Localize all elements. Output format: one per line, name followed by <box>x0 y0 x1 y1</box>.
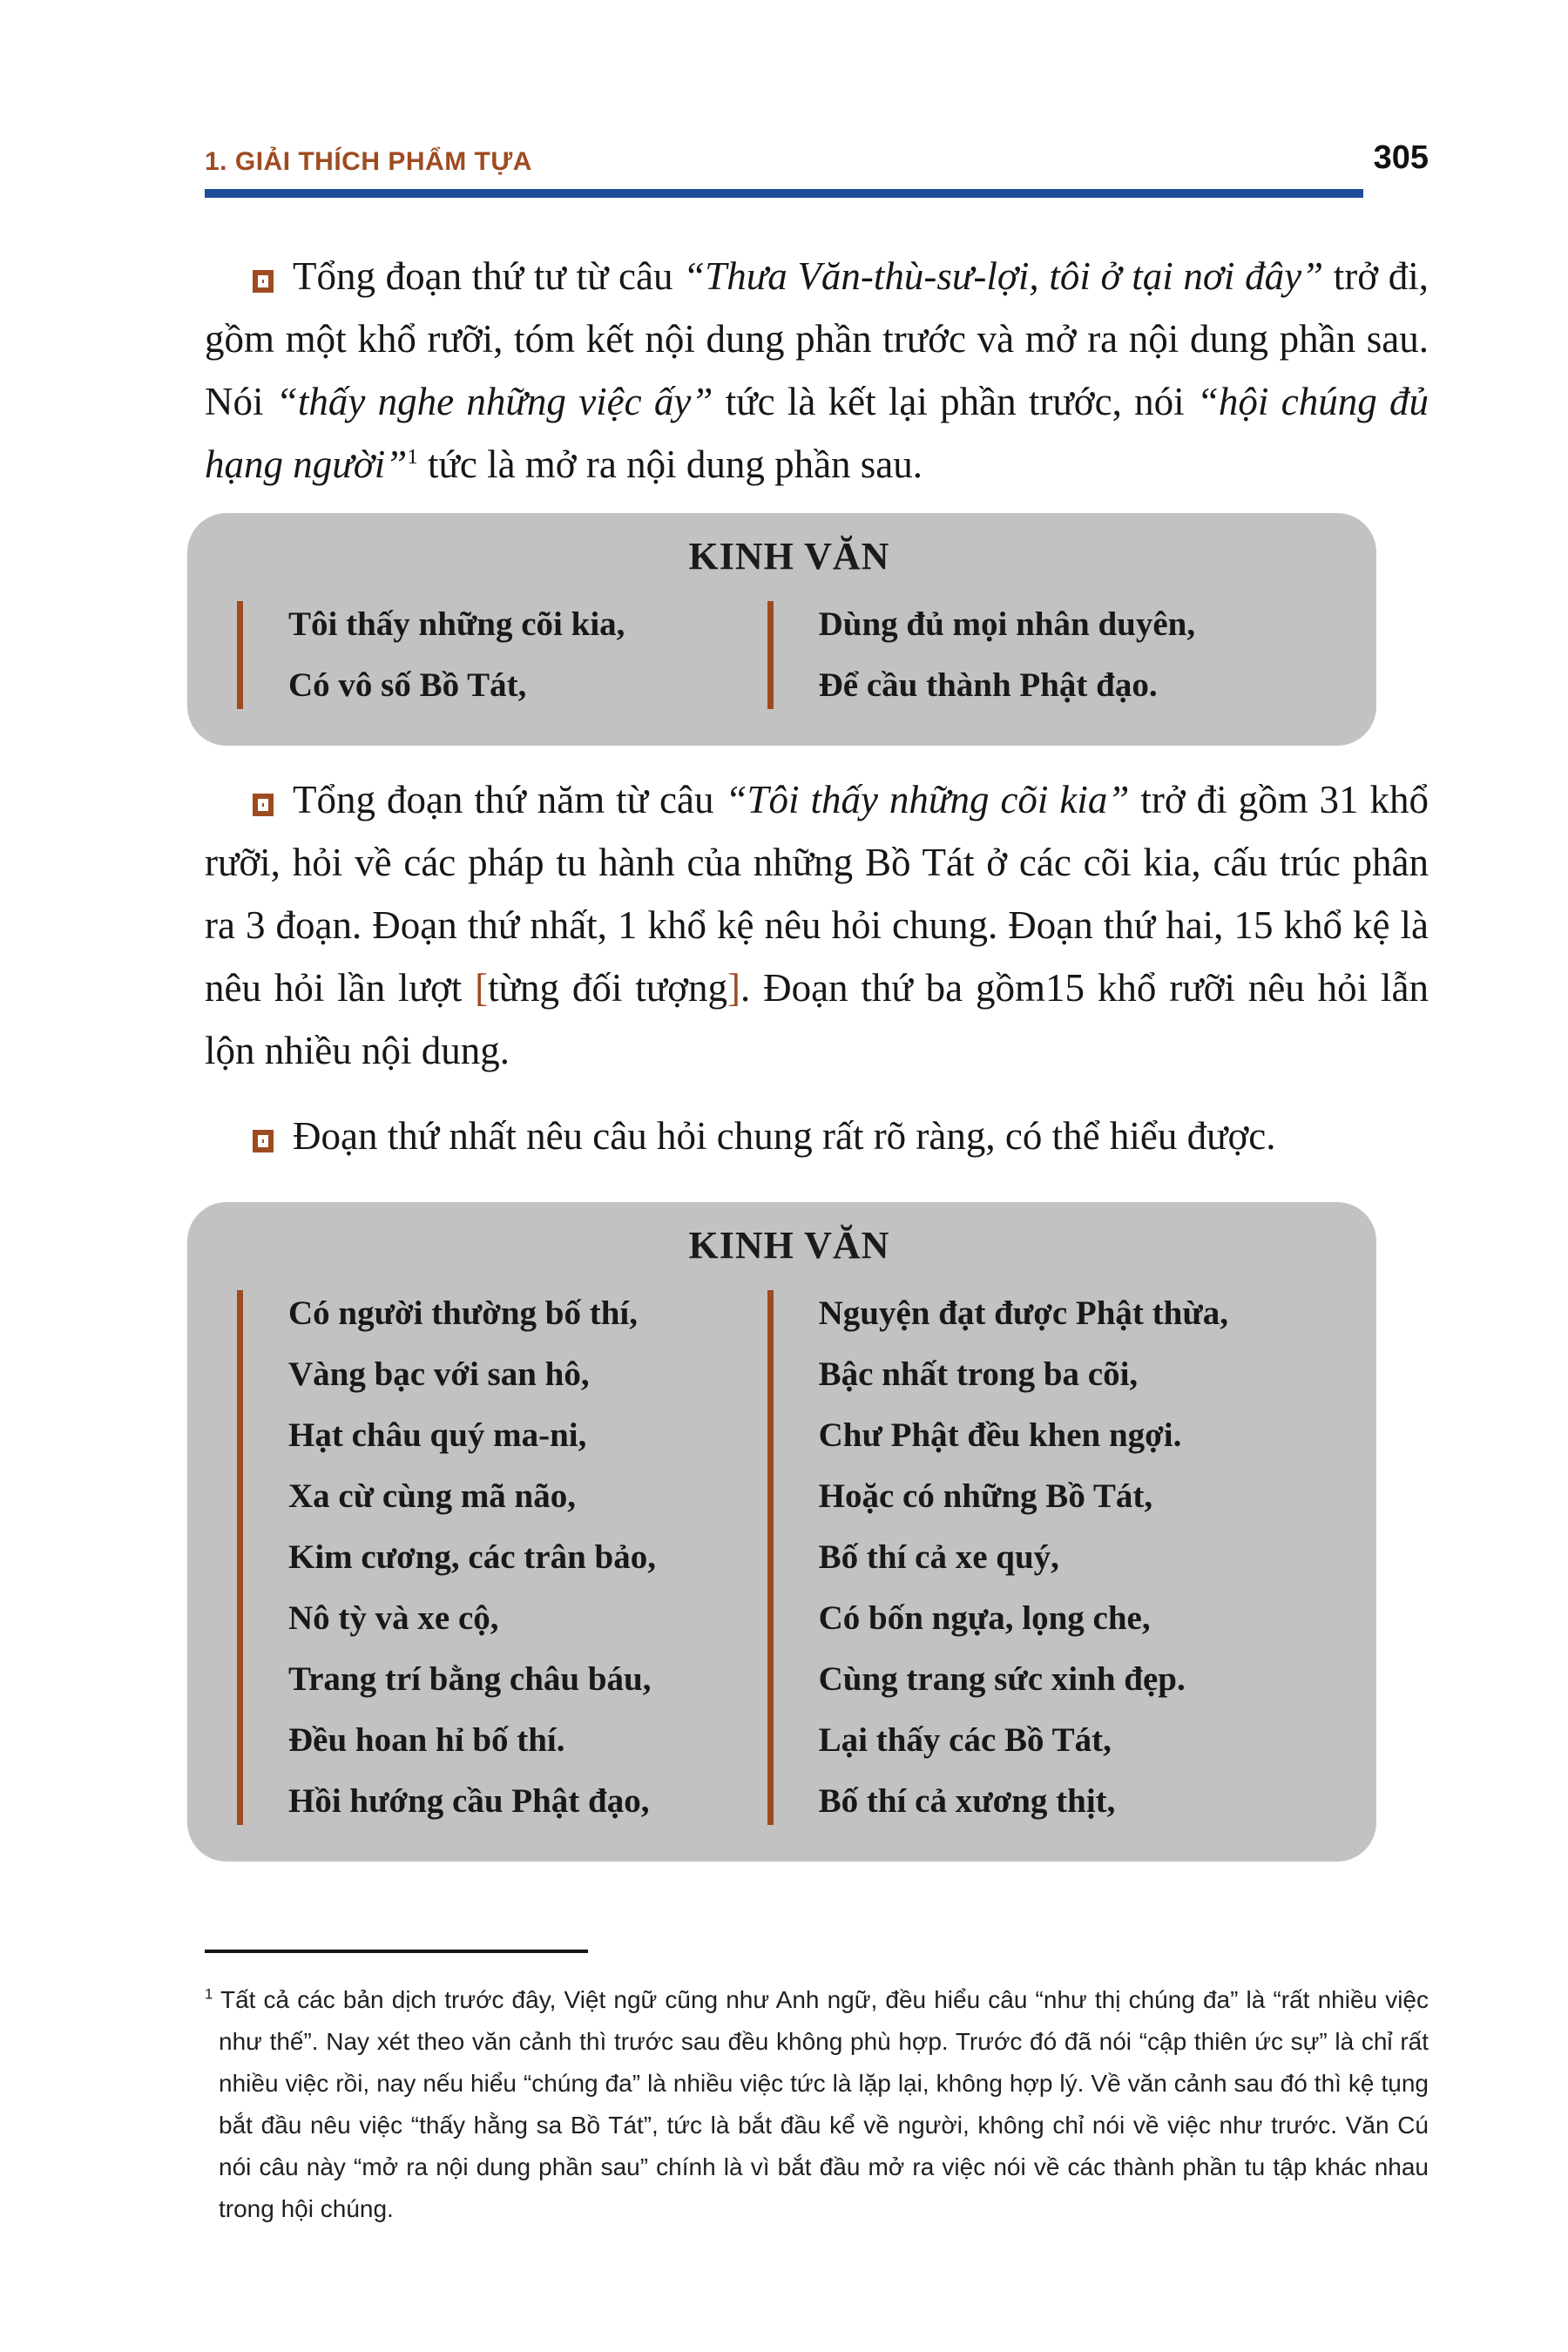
verse-line: Vàng bạc với san hô, <box>288 1355 590 1393</box>
text-run: Đoạn thứ nhất nêu câu hỏi chung rất rõ ràng, có thể hiểu được. <box>293 1114 1276 1158</box>
paragraph-text <box>205 254 1429 486</box>
text-run: Tổng đoạn thứ tư từ câu <box>293 254 684 298</box>
verse-row <box>237 1283 1342 1832</box>
verse-lines-right <box>819 594 1195 716</box>
footnote-text <box>205 1979 1429 2230</box>
verse-column-right <box>767 594 1342 716</box>
verse-column-left <box>237 1283 767 1832</box>
text-run: 1 <box>407 445 418 469</box>
verse-line: Bố thí cả xe quý, <box>818 1538 1059 1576</box>
verse-line: Kim cương, các trân bảo, <box>288 1538 656 1576</box>
verse-line: Bố thí cả xương thịt, <box>818 1782 1116 1820</box>
verse-bar-icon <box>237 601 243 709</box>
verse-line: Xa cừ cùng mã não, <box>288 1477 576 1515</box>
verse-column-left <box>237 594 767 716</box>
running-head-row <box>205 139 1429 177</box>
verse-line: Trang trí bằng châu báu, <box>288 1660 652 1698</box>
footnote-divider <box>205 1950 588 1953</box>
text-run: “hội chúng đủ hạng người” <box>205 380 1429 486</box>
text-run: . Đoạn thứ ba gồm15 khổ rưỡi nêu hỏi lẫn lộn nhiều nội dung. <box>205 966 1429 1072</box>
text-run: trở đi, gồm một khổ rưỡi, tóm kết nội dung phần trước và mở ra nội dung phần sau. Nói <box>205 254 1429 423</box>
square-bullet-icon <box>253 270 274 293</box>
verse-bar-icon <box>237 1290 243 1825</box>
footnote-section <box>205 1950 1429 2230</box>
verse-bar-icon <box>767 1290 774 1825</box>
verse-line: Hồi hướng cầu Phật đạo, <box>288 1782 650 1820</box>
verse-line: Để cầu thành Phật đạo. <box>818 666 1158 704</box>
kinh-van-title: KINH VĂN <box>688 535 890 578</box>
verse-line: Có bốn ngựa, lọng che, <box>818 1599 1151 1637</box>
text-run: từng đối tượng <box>488 966 727 1010</box>
footnote-body: Tất cả các bản dịch trước đây, Việt ngữ cũng như Anh ngữ, đều hiểu câu “như thị chúng đa” là “rất nhiều việc như thế”. Nay xét theo văn cảnh thì trước sau đều không phù hợp. Trước đó đã nói “cập thiên ức sự” là chỉ rất nhiều việc rồi, nay nếu hiểu “chúng đa” là nhiều việc tức là lặp lại, không hợp lý. Về văn cảnh sau đó thì kệ tụng bắt đầu nêu việc “thấy hằng sa Bồ Tát”, tức là bắt đầu kể về người, không chỉ nói về việc như trước. Văn Cú nói câu này “mở ra nội dung phần sau” chính là vì bắt đầu mở ra việc nói về các thành phần tu tập khác nhau trong hội chúng. <box>219 1986 1429 2222</box>
square-bullet-icon <box>253 794 274 816</box>
verse-line: Tôi thấy những cõi kia, <box>288 605 625 643</box>
text-run: Tổng đoạn thứ năm từ câu <box>293 778 726 821</box>
page-header <box>205 139 1429 198</box>
kinh-van-box-1 <box>187 513 1376 746</box>
body-paragraph-2 <box>205 768 1429 1082</box>
text-run: [ <box>475 966 489 1010</box>
paragraph-text <box>293 1114 1275 1158</box>
verse-line: Cùng trang sức xinh đẹp. <box>818 1660 1186 1698</box>
text-run: “Thưa Văn-thù-sư-lợi, tôi ở tại nơi đây” <box>683 254 1324 298</box>
verse-bar-icon <box>767 601 774 709</box>
verse-line: Có vô số Bồ Tát, <box>288 666 527 704</box>
text-run: tức là kết lại phần trước, nói <box>713 380 1197 423</box>
verse-line: Hạt châu quý ma-ni, <box>288 1416 587 1454</box>
square-bullet-icon <box>253 1130 274 1152</box>
text-run: ] <box>727 966 740 1010</box>
page-number: 305 <box>1373 139 1429 176</box>
verse-line: Đều hoan hỉ bố thí. <box>288 1721 565 1759</box>
body-paragraph-3 <box>205 1105 1429 1167</box>
kinh-van-box-2 <box>187 1202 1376 1862</box>
verse-column-right <box>767 1283 1342 1832</box>
verse-line: Lại thấy các Bồ Tát, <box>818 1721 1112 1759</box>
text-run: “thấy nghe những việc ấy” <box>275 380 713 423</box>
verse-line: Hoặc có những Bồ Tát, <box>818 1477 1153 1515</box>
verse-line: Có người thường bố thí, <box>288 1294 639 1332</box>
body-paragraph-1 <box>205 245 1429 496</box>
verse-lines-left <box>288 1283 656 1832</box>
page-body <box>205 198 1429 1862</box>
text-run: trở đi gồm 31 khổ rưỡi, hỏi về các pháp tu hành của những Bồ Tát ở các cõi kia, cấu trúc phân ra 3 đoạn. Đoạn thứ nhất, 1 khổ kệ nêu hỏi chung. Đoạn thứ hai, 15 khổ kệ là nêu hỏi lần lượt <box>205 778 1429 1010</box>
verse-line: Nô tỳ và xe cộ, <box>288 1599 499 1637</box>
text-run: tức là mở ra nội dung phần sau. <box>417 443 923 486</box>
paragraph-text <box>205 778 1429 1072</box>
verse-line: Chư Phật đều khen ngợi. <box>818 1416 1182 1454</box>
verse-lines-right <box>819 1283 1228 1832</box>
verse-line: Dùng đủ mọi nhân duyên, <box>818 605 1196 643</box>
running-header-title: 1. GIẢI THÍCH PHẨM TỰA <box>205 147 532 176</box>
verse-lines-left <box>288 594 625 716</box>
footnote-marker: 1 <box>205 1985 213 2003</box>
text-run: “Tôi thấy những cõi kia” <box>725 778 1130 821</box>
verse-row <box>237 594 1342 716</box>
header-rule <box>205 189 1363 198</box>
verse-line: Nguyện đạt được Phật thừa, <box>818 1294 1228 1332</box>
verse-line: Bậc nhất trong ba cõi, <box>818 1355 1139 1393</box>
kinh-van-title: KINH VĂN <box>688 1224 890 1267</box>
